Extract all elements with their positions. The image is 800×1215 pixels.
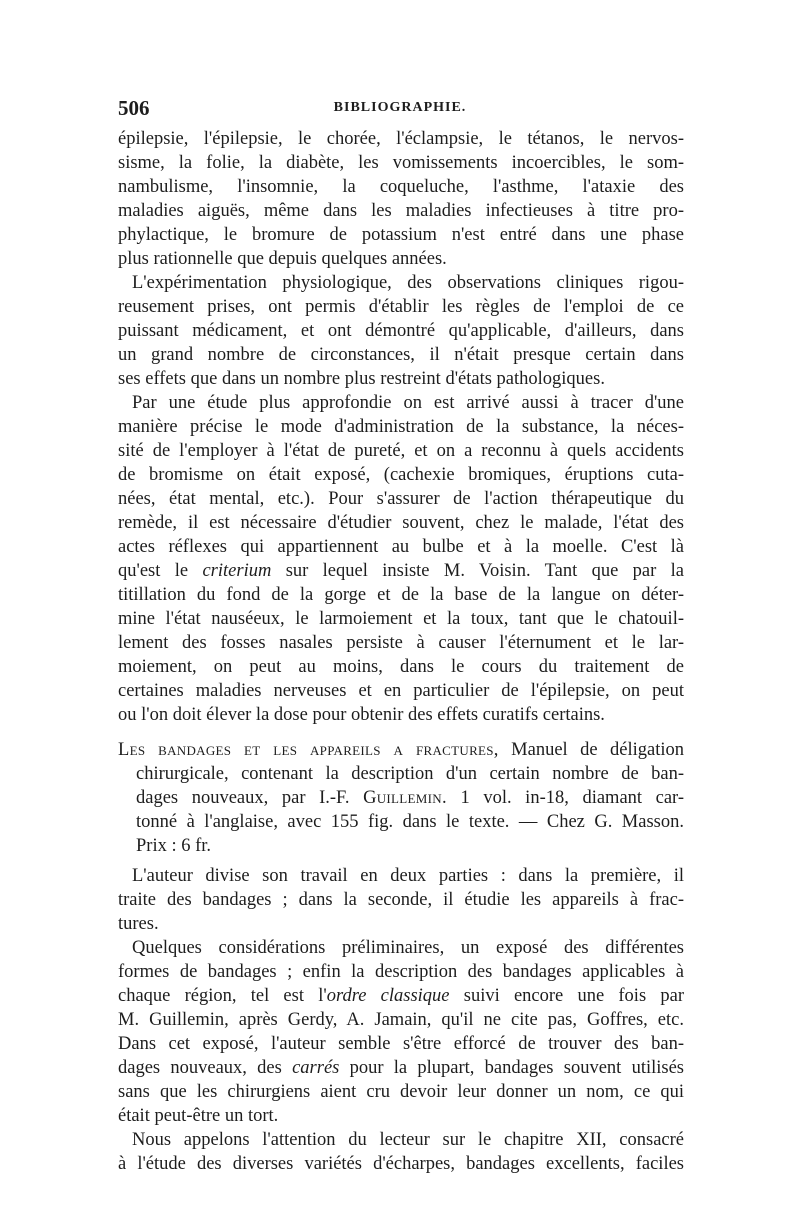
text-line: sans que les chirurgiens aient cru devoir leur donner un nom, ce qui (118, 1082, 684, 1102)
text-line: nambulisme, l'insomnie, la coqueluche, l'asthme, l'ataxie des (118, 177, 684, 197)
text-line (118, 559, 684, 583)
entry-price: Prix : 6 fr. (136, 836, 212, 856)
text-segment: pour la plupart, bandages souvent utilisés (339, 1058, 684, 1078)
italic-term: ordre classique (326, 986, 450, 1006)
text-line: sisme, la folie, la diabète, les vomissements incoercibles, le som- (118, 153, 684, 173)
text-line: lement des fosses nasales persiste à causer l'éternument et le lar- (118, 633, 684, 653)
entry-author: Guillemin. (363, 788, 447, 808)
section-gap (118, 727, 684, 738)
text-segment: 1 vol. in-18, diamant car- (446, 788, 684, 808)
entry-title-line (118, 738, 684, 762)
text-line: certaines maladies nerveuses et en particulier de l'épilepsie, on peut (118, 681, 684, 701)
text-line: actes réflexes qui appartiennent au bulbe et à la moelle. C'est là (118, 537, 684, 557)
text-line: nées, état mental, etc.). Pour s'assurer de l'action thérapeutique du (118, 489, 684, 509)
text-line: tonné à l'anglaise, avec 155 fig. dans le texte. — Chez G. Masson. (136, 812, 684, 832)
paragraph-4 (118, 864, 684, 936)
text-line: Nous appelons l'attention du lecteur sur le chapitre XII, consacré (132, 1130, 684, 1150)
text-line: Dans cet exposé, l'auteur semble s'être efforcé de trouver des ban- (118, 1034, 684, 1054)
page-body (118, 127, 684, 1176)
text-line: mine l'état nauséeux, le larmoiement et la toux, tant que le chatouil- (118, 609, 684, 629)
text-line: à l'étude des diverses variétés d'écharpes, bandages excellents, faciles (118, 1154, 684, 1174)
text-segment: dages nouveaux, des (118, 1058, 293, 1078)
italic-term: carrés (292, 1058, 340, 1078)
text-segment: dages nouveaux, par I.-F. (136, 788, 364, 808)
text-line: phylactique, le bromure de potassium n'est entré dans une phase (118, 225, 684, 245)
text-line: reusement prises, ont permis d'établir les règles de l'emploi de ce (118, 297, 684, 317)
paragraph-1 (118, 127, 684, 271)
text-line: formes de bandages ; enfin la description des bandages applicables à (118, 962, 684, 982)
text-line (118, 1056, 684, 1080)
paragraph-3 (118, 391, 684, 727)
text-line: de bromisme on était exposé, (cachexie bromiques, éruptions cuta- (118, 465, 684, 485)
text-line: un grand nombre de circonstances, il n'était presque certain dans (118, 345, 684, 365)
paragraph-6 (118, 1128, 684, 1176)
text-line: épilepsie, l'épilepsie, le chorée, l'éclampsie, le tétanos, le nervos- (118, 129, 684, 149)
text-line: était peut-être un tort. (118, 1106, 279, 1126)
page-header (118, 96, 682, 126)
text-line: sité de l'employer à l'état de pureté, et on a reconnu à quels accidents (118, 441, 684, 461)
text-segment: chaque région, tel est l' (118, 986, 327, 1006)
text-line: ses effets que dans un nombre plus restreint d'états pathologiques. (118, 369, 605, 389)
text-line: traite des bandages ; dans la seconde, il étudie les appareils à frac- (118, 890, 684, 910)
page-number: 506 (118, 96, 150, 120)
text-line: moiement, on peut au moins, dans le cours du traitement de (118, 657, 684, 677)
paragraph-2 (118, 271, 684, 391)
text-line: Par une étude plus approfondie on est arrivé aussi à tracer d'une (132, 393, 684, 413)
text-segment: suivi encore une fois par (449, 986, 684, 1006)
running-head: BIBLIOGRAPHIE. (333, 100, 467, 115)
text-line: M. Guillemin, après Gerdy, A. Jamain, qu'il ne cite pas, Goffres, etc. (118, 1010, 684, 1030)
text-segment: qu'est le (118, 561, 203, 581)
text-line: tures. (118, 914, 159, 934)
text-line: maladies aiguës, même dans les maladies infectieuses à titre pro- (118, 201, 684, 221)
italic-term: criterium (202, 561, 272, 581)
text-line: L'auteur divise son travail en deux parties : dans la première, il (132, 866, 684, 886)
text-line (118, 984, 684, 1008)
text-line: ou l'on doit élever la dose pour obtenir des effets curatifs certains. (118, 705, 605, 725)
text-line (118, 786, 684, 810)
text-segment: sur lequel insiste M. Voisin. Tant que par la (271, 561, 684, 581)
text-line: L'expérimentation physiologique, des observations cliniques rigou- (132, 273, 684, 293)
text-line: titillation du fond de la gorge et de la base de la langue on déter- (118, 585, 684, 605)
entry-subtitle: Manuel de déligation (498, 740, 684, 760)
text-line: chirurgicale, contenant la description d'un certain nombre de ban- (136, 764, 684, 784)
entry-title: Les bandages et les appareils a fractures, (118, 740, 499, 760)
text-line: plus rationnelle que depuis quelques années. (118, 249, 447, 269)
paragraph-5 (118, 936, 684, 1128)
text-line: puissant médicament, et ont démontré qu'applicable, d'ailleurs, dans (118, 321, 684, 341)
text-line: Quelques considérations préliminaires, un exposé des différentes (132, 938, 684, 958)
text-line: manière précise le mode d'administration de la substance, la néces- (118, 417, 684, 437)
text-line: remède, il est nécessaire d'étudier souvent, chez le malade, l'état des (118, 513, 684, 533)
bibliography-entry (118, 738, 684, 858)
